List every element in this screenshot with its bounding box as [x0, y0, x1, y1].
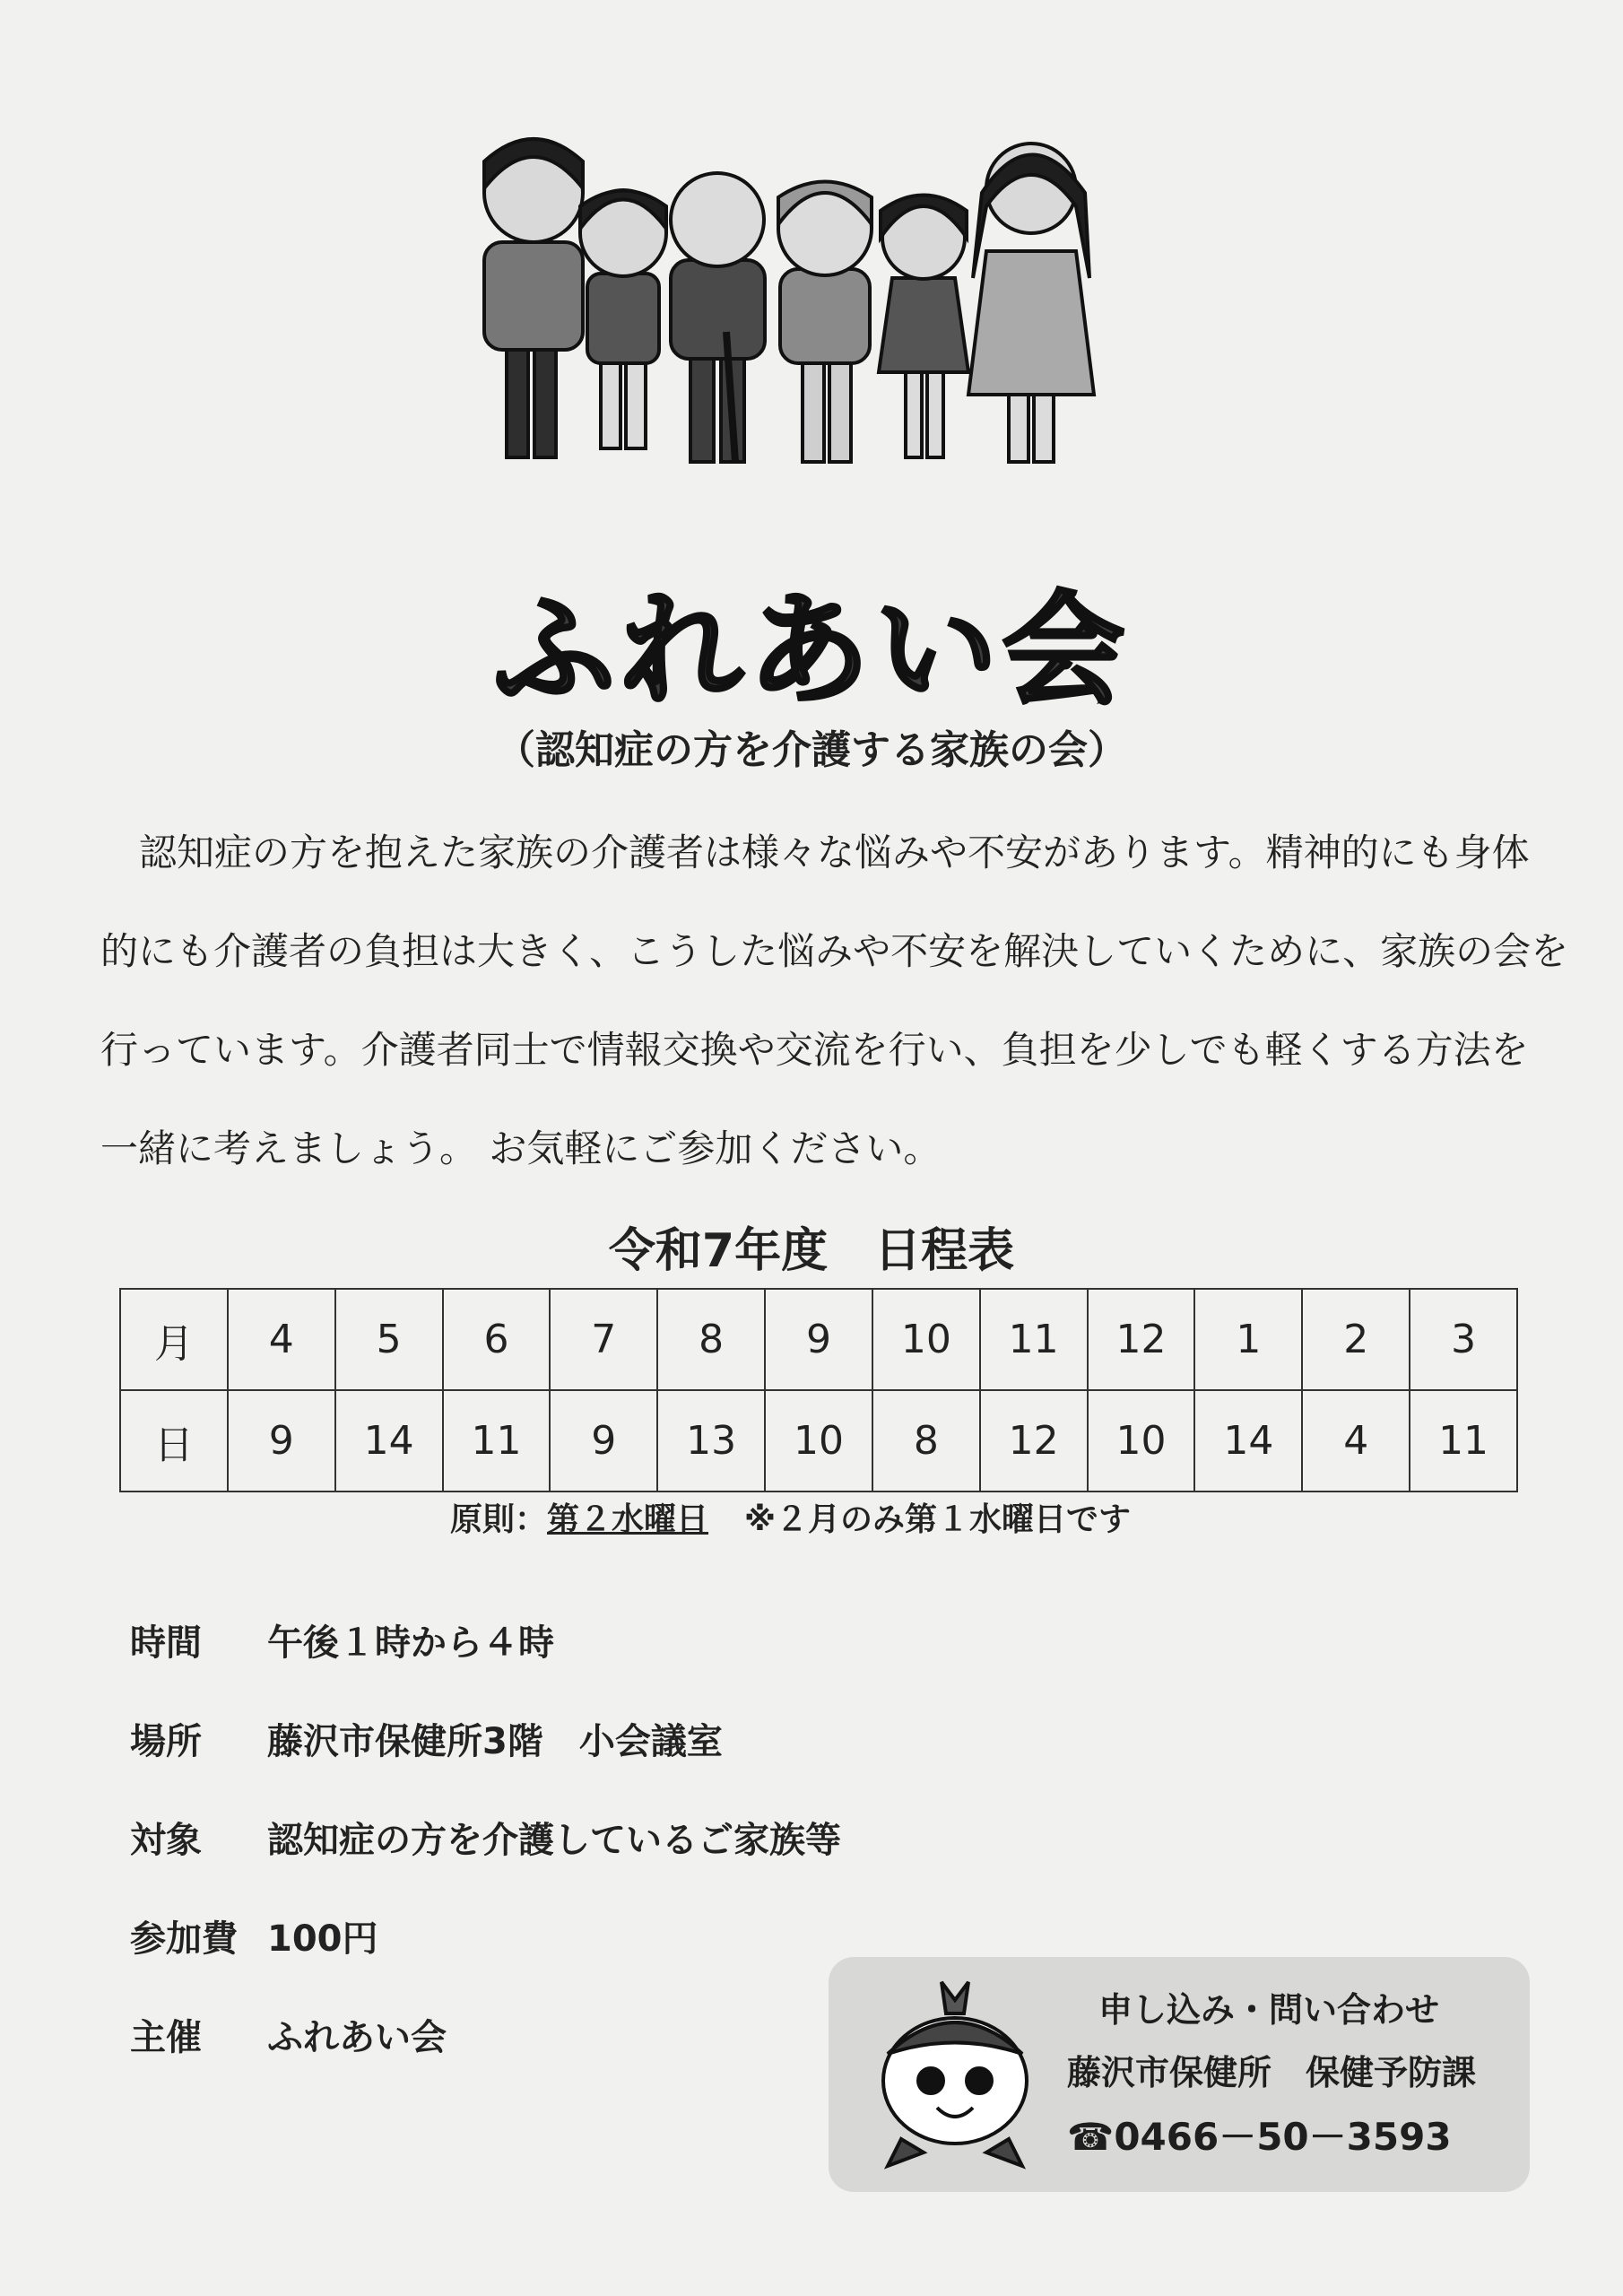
month-cell: 3 [1410, 1289, 1517, 1390]
rule-prefix: 原則： [450, 1501, 548, 1538]
intro-line-4: 一緒に考えましょう。 お気軽にご参加ください。 [100, 1126, 942, 1170]
month-cell: 8 [657, 1289, 765, 1390]
day-cell: 10 [765, 1390, 872, 1492]
place-value: 藤沢市保健所3階 小会議室 [267, 1721, 723, 1762]
day-cell: 12 [980, 1390, 1088, 1492]
day-cell: 14 [335, 1390, 443, 1492]
host-label: 主催 [130, 2017, 202, 2058]
day-cell: 9 [228, 1390, 335, 1492]
day-cell: 10 [1088, 1390, 1195, 1492]
day-cell: 4 [1302, 1390, 1410, 1492]
contact-office: 藤沢市保健所 保健予防課 [1067, 2053, 1477, 2092]
month-cell: 5 [335, 1289, 443, 1390]
schedule-title: 令和7年度 日程表 [608, 1224, 1015, 1278]
target-value: 認知症の方を介護しているご家族等 [267, 1820, 841, 1861]
intro-line-2: 的にも介護者の負担は大きく、こうした悩みや不安を解決していくために、家族の会を [100, 929, 1569, 973]
rule-exception: ※２月のみ第１水曜日です [744, 1501, 1132, 1538]
month-cell: 4 [228, 1289, 335, 1390]
day-cell: 11 [443, 1390, 551, 1492]
day-cell: 9 [550, 1390, 657, 1492]
day-row [120, 1390, 1517, 1492]
day-header: 日 [120, 1390, 228, 1492]
month-cell: 6 [443, 1289, 551, 1390]
month-cell: 1 [1194, 1289, 1302, 1390]
rule-day: 第２水曜日 [547, 1501, 709, 1538]
intro-line-3: 行っています。介護者同士で情報交換や交流を行い、負担を少しでも軽くする方法を [100, 1028, 1529, 1072]
time-label: 時間 [130, 1622, 202, 1664]
month-cell: 7 [550, 1289, 657, 1390]
mascot-icon [852, 1973, 1058, 2179]
month-cell: 2 [1302, 1289, 1410, 1390]
intro-line-1: 認知症の方を抱えた家族の介護者は様々な悩みや不安があります。精神的にも身体 [139, 831, 1530, 874]
page-subtitle: （認知症の方を介護する家族の会） [496, 727, 1127, 773]
fee-label: 参加費 [130, 1918, 238, 1960]
fee-value: 100円 [267, 1918, 378, 1960]
month-cell: 12 [1088, 1289, 1195, 1390]
day-cell: 11 [1410, 1390, 1517, 1492]
schedule-rule-note [450, 1494, 1131, 1540]
month-header: 月 [120, 1289, 228, 1390]
host-value: ふれあい会 [267, 2017, 447, 2058]
schedule-table [119, 1288, 1518, 1492]
time-value: 午後１時から４時 [267, 1622, 554, 1664]
day-cell: 14 [1194, 1390, 1302, 1492]
target-label: 対象 [130, 1820, 202, 1861]
month-cell: 10 [872, 1289, 980, 1390]
day-cell: 13 [657, 1390, 765, 1492]
month-cell: 9 [765, 1289, 872, 1390]
month-cell: 11 [980, 1289, 1088, 1390]
page-title: ふれあい会 [493, 580, 1130, 722]
month-row [120, 1289, 1517, 1390]
family-illustration [466, 126, 1184, 484]
day-cell: 8 [872, 1390, 980, 1492]
place-label: 場所 [130, 1721, 202, 1762]
contact-heading: 申し込み・問い合わせ [1098, 1990, 1440, 2030]
contact-phone: ☎0466－50－3593 [1067, 2115, 1452, 2159]
